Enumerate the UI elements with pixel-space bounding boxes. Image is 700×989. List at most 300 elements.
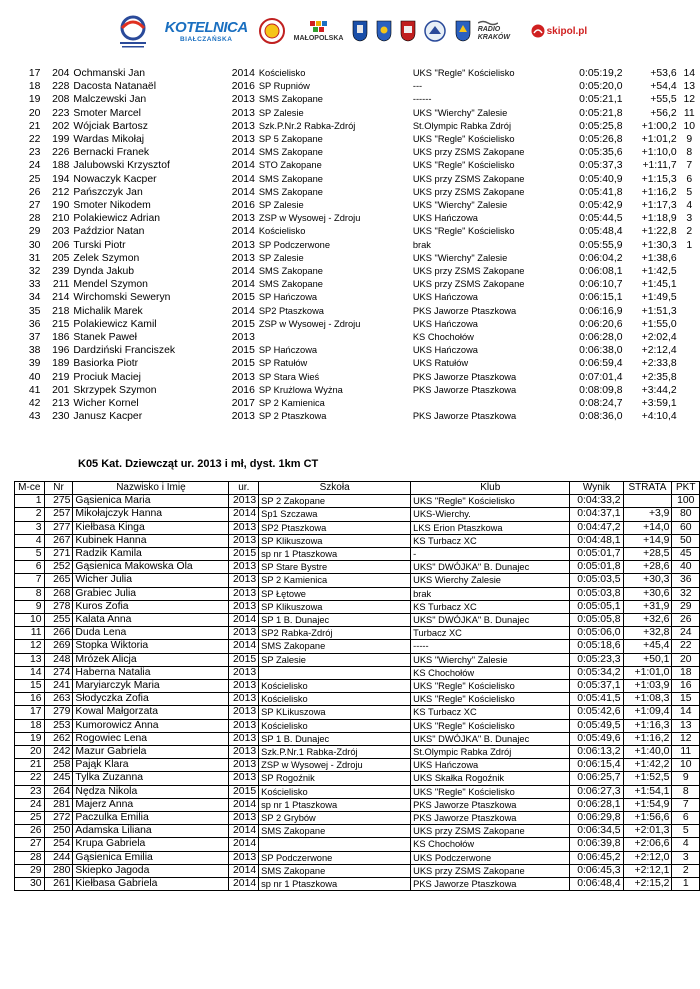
cell-number: 206 — [52, 239, 70, 251]
cell-name: Gąsienica Makowska Ola — [73, 561, 229, 574]
cell-club: KS Chochołów — [412, 332, 474, 343]
cell-points: 7 — [686, 160, 693, 172]
cell-club: UKS Hańczowa — [412, 318, 478, 329]
cell-result: 0:06:48,4 — [570, 878, 623, 891]
cell-loss: +1:16,2 — [623, 732, 672, 745]
cell-loss: +30,3 — [623, 574, 672, 587]
cell-points — [679, 371, 700, 384]
table-row — [15, 548, 700, 561]
table-row — [14, 344, 700, 357]
cell-place: 20 — [15, 746, 45, 759]
cell-school — [259, 838, 411, 851]
header-year: ur. — [229, 482, 259, 495]
cell-name: Stopka Wiktoria — [73, 640, 229, 653]
cell-school: SMS Zakopane — [258, 186, 323, 197]
cell-loss: +1:09,4 — [623, 706, 672, 719]
cell-place: 19 — [15, 732, 45, 745]
cell-year: 2014 — [231, 68, 255, 79]
cell-club: UKS "Regle" Kościelisko — [412, 134, 515, 145]
cell-school: Kościelisko — [259, 680, 411, 693]
table-row — [15, 561, 700, 574]
cell-school: SMS Zakopane — [258, 279, 323, 290]
cell-name: Mrózek Alicja — [73, 653, 229, 666]
cell-school: SP Ratułów — [258, 358, 308, 369]
cell-number: 201 — [52, 384, 70, 396]
cell-year: 2013 — [229, 759, 259, 772]
cell-points: 12 — [683, 94, 696, 106]
table-row — [15, 825, 700, 838]
table-row — [15, 719, 700, 732]
cell-loss: +1:00,2 — [641, 120, 677, 132]
cell-loss: +1:01,0 — [623, 666, 672, 679]
results-table-girls — [14, 481, 700, 891]
cell-points: 1 — [672, 878, 700, 891]
table-row — [15, 746, 700, 759]
cell-place: 5 — [15, 548, 45, 561]
cell-number: 226 — [52, 147, 70, 159]
cell-name: Nowaczyk Kacper — [73, 173, 157, 185]
cell-place: 30 — [28, 239, 41, 251]
table-row — [14, 278, 700, 291]
cell-result: 0:05:21,8 — [579, 107, 623, 119]
cell-loss: +3:59,1 — [641, 398, 677, 410]
cell-school: SP 1 B. Dunajec — [259, 732, 411, 745]
cell-result: 0:06:34,5 — [570, 825, 623, 838]
cell-place: 26 — [28, 186, 41, 198]
cell-school: SMS Zakopane — [258, 173, 323, 184]
cell-year: 2015 — [231, 345, 255, 357]
cell-club: UKS" DWÓJKA" B. Dunajec — [411, 732, 570, 745]
cell-club: KS Turbacz XC — [411, 534, 570, 547]
cell-loss: +2:12,0 — [623, 851, 672, 864]
kotelnica-logo: KOTELNICA BIAŁCZAŃSKA — [164, 19, 248, 43]
cell-club: UKS przy ZSMS Zakopane — [412, 279, 525, 290]
cell-points — [679, 344, 700, 357]
cell-place: 28 — [28, 213, 41, 225]
cell-result: 0:05:05,1 — [570, 600, 623, 613]
cell-school: SP2 Ptaszkowa — [259, 521, 411, 534]
malopolska-logo: MAŁOPOLSKA — [293, 21, 345, 42]
cell-points — [679, 318, 700, 331]
header-loss: STRATA — [623, 482, 672, 495]
cell-name: Skiepko Jagoda — [73, 864, 229, 877]
cell-points — [679, 384, 700, 397]
cell-points — [679, 278, 700, 291]
cell-year: 2013 — [229, 587, 259, 600]
cell-year: 2014 — [229, 825, 259, 838]
cell-number: 204 — [52, 68, 70, 79]
cell-loss — [623, 495, 672, 508]
cell-place: 13 — [15, 653, 45, 666]
cell-points: 4 — [686, 200, 693, 212]
cell-number: 215 — [52, 318, 70, 330]
cell-result: 0:05:20,0 — [579, 81, 623, 93]
cell-number: 242 — [44, 746, 73, 759]
cell-place: 20 — [28, 107, 41, 119]
cell-school: Kościelisko — [259, 719, 411, 732]
cell-club: - — [411, 548, 570, 561]
cell-place: 17 — [15, 706, 45, 719]
cell-loss: +1:40,0 — [623, 746, 672, 759]
cell-number: 213 — [52, 398, 70, 410]
cell-year: 2016 — [231, 200, 255, 212]
cell-club: UKS "Regle" Kościelisko — [412, 226, 515, 237]
cell-number: 228 — [52, 81, 70, 93]
table-row — [15, 798, 700, 811]
cell-result: 0:06:20,6 — [579, 318, 623, 330]
cell-loss: +1:52,5 — [623, 772, 672, 785]
cell-school: SP Krużlowa Wyżna — [258, 384, 343, 395]
cell-school: SP KLikuszowa — [259, 706, 411, 719]
cell-name: Duda Lena — [73, 627, 229, 640]
cell-club: UKS przy ZSMS Zakopane — [412, 186, 525, 197]
cell-year: 2013 — [229, 746, 259, 759]
header-school: Szkoła — [259, 482, 411, 495]
results-table-boys — [14, 67, 700, 423]
table-row — [15, 600, 700, 613]
cell-school: SP 2 Grybów — [259, 812, 411, 825]
cell-name: Radzik Kamila — [73, 548, 229, 561]
cell-place: 37 — [28, 332, 41, 344]
cell-points: 11 — [672, 746, 700, 759]
cell-year: 2014 — [229, 838, 259, 851]
cell-number: 261 — [44, 878, 73, 891]
cell-number: 262 — [44, 732, 73, 745]
cell-year: 2014 — [231, 226, 255, 238]
cell-number: 271 — [44, 548, 73, 561]
cell-year: 2013 — [229, 812, 259, 825]
cell-name: Krupa Gabriela — [73, 838, 229, 851]
cell-school: SP2 Rabka-Zdrój — [259, 627, 411, 640]
cell-club: UKS Hańczowa — [411, 759, 570, 772]
cell-name: Słodyczka Zofia — [73, 693, 229, 706]
cell-club: St.Olympic Rabka Zdrój — [412, 120, 512, 131]
cell-number: 268 — [44, 587, 73, 600]
cell-result: 0:05:41,5 — [570, 693, 623, 706]
cell-loss: +2:02,4 — [641, 332, 677, 344]
cell-loss: +45,4 — [623, 640, 672, 653]
cell-name: Turski Piotr — [73, 239, 126, 251]
cell-result: 0:05:41,8 — [579, 186, 623, 198]
cell-name: Kiełbasa Kinga — [73, 521, 229, 534]
table-row — [14, 371, 700, 384]
cell-points: 5 — [686, 186, 693, 198]
cell-name: Haberna Natalia — [73, 666, 229, 679]
cell-number: 265 — [44, 574, 73, 587]
cell-year: 2013 — [229, 521, 259, 534]
cell-name: Dynda Jakub — [73, 266, 135, 278]
cell-result: 0:06:28,1 — [570, 798, 623, 811]
cell-place: 29 — [15, 864, 45, 877]
table-row — [14, 384, 700, 397]
cell-points: 4 — [672, 838, 700, 851]
cell-result: 0:05:44,5 — [579, 213, 623, 225]
cell-loss: +1:56,6 — [623, 812, 672, 825]
cell-number: 211 — [52, 279, 70, 291]
cell-club: KS Chochołów — [411, 666, 570, 679]
cell-name: Polakiewicz Adrian — [73, 213, 161, 225]
cell-number: 208 — [52, 94, 70, 106]
cell-result: 0:08:09,8 — [579, 384, 623, 396]
cell-place: 43 — [28, 411, 41, 423]
coat-of-arms-4 — [454, 20, 472, 42]
cell-points: 13 — [672, 719, 700, 732]
cell-points: 6 — [686, 173, 693, 185]
cell-club: brak — [411, 587, 570, 600]
cell-result: 0:06:15,1 — [579, 292, 623, 304]
cell-name: Majerz Anna — [73, 798, 229, 811]
cell-club: UKS" DWÓJKA" B. Dunajec — [411, 614, 570, 627]
cell-name: Rogowiec Lena — [73, 732, 229, 745]
cell-name: Adamska Liliana — [73, 825, 229, 838]
cell-place: 21 — [15, 759, 45, 772]
cell-number: 264 — [44, 785, 73, 798]
cell-place: 25 — [15, 812, 45, 825]
cell-year: 2013 — [231, 94, 255, 106]
table-row — [14, 331, 700, 344]
cell-year: 2013 — [229, 495, 259, 508]
table-row — [14, 120, 700, 133]
table-row — [15, 666, 700, 679]
cell-school: SMS Zakopane — [259, 825, 411, 838]
cell-result: 0:05:55,9 — [579, 239, 623, 251]
cell-club: UKS "Regle" Kościelisko — [412, 160, 515, 171]
cell-name: Pająk Klara — [73, 759, 229, 772]
table-header-row — [15, 482, 700, 495]
cell-points: 24 — [672, 627, 700, 640]
cell-place: 12 — [15, 640, 45, 653]
cell-year: 2015 — [229, 548, 259, 561]
cell-school: sp nr 1 Ptaszkowa — [259, 548, 411, 561]
table-row — [15, 851, 700, 864]
cell-number: 202 — [52, 120, 70, 132]
cell-points: 9 — [672, 772, 700, 785]
cell-club: KS Turbacz XC — [411, 706, 570, 719]
cell-points: 36 — [672, 574, 700, 587]
header-club: Klub — [411, 482, 570, 495]
table-row — [15, 864, 700, 877]
cell-year: 2013 — [229, 534, 259, 547]
cell-points — [679, 252, 700, 265]
cell-school: SP Łętowe — [259, 587, 411, 600]
cell-year: 2014 — [229, 614, 259, 627]
cell-result: 0:05:05,8 — [570, 614, 623, 627]
table-row — [15, 627, 700, 640]
cell-number: 189 — [52, 358, 70, 370]
cell-loss: +1:16,2 — [641, 186, 677, 198]
cell-points: 10 — [683, 120, 696, 132]
table-row — [14, 265, 700, 278]
cell-year: 2013 — [231, 107, 255, 119]
cell-number: 279 — [44, 706, 73, 719]
cell-school: SP Podczerwone — [259, 851, 411, 864]
cell-name: Paczulka Emilia — [73, 812, 229, 825]
cell-place: 10 — [15, 614, 45, 627]
cell-place: 9 — [15, 600, 45, 613]
cell-points: 5 — [672, 825, 700, 838]
cell-loss: +53,6 — [650, 68, 677, 79]
cell-name: Dacosta Natanaël — [73, 81, 157, 93]
table-row — [15, 653, 700, 666]
cell-number: 275 — [44, 495, 73, 508]
cell-club: PKS Jaworze Ptaszkowa — [411, 812, 570, 825]
cell-result: 0:04:37,1 — [570, 508, 623, 521]
cell-place: 42 — [28, 398, 41, 410]
cell-number: 188 — [52, 160, 70, 172]
cell-name: Gąsienica Maria — [73, 495, 229, 508]
cell-name: Bernacki Franek — [73, 147, 150, 159]
cell-loss: +32,6 — [623, 614, 672, 627]
cell-loss: +4:10,4 — [641, 411, 677, 423]
cell-number: 241 — [44, 680, 73, 693]
cell-loss: +32,8 — [623, 627, 672, 640]
cell-name: Wicher Julia — [73, 574, 229, 587]
cell-club: UKS "Regle" Kościelisko — [411, 719, 570, 732]
cell-points: 13 — [683, 81, 696, 93]
cell-place: 22 — [28, 134, 41, 146]
cell-club: PKS Jaworze Ptaszkowa — [412, 371, 517, 382]
cell-place: 4 — [15, 534, 45, 547]
cell-school: SP 2 Ptaszkowa — [258, 411, 327, 422]
cell-school: SP Stare Bystre — [259, 561, 411, 574]
cell-number: 199 — [52, 134, 70, 146]
cell-result: 0:06:08,1 — [579, 266, 623, 278]
cell-name: Mazur Gabriela — [73, 746, 229, 759]
cell-number: 203 — [52, 226, 70, 238]
cell-school — [259, 666, 411, 679]
cell-school — [257, 331, 411, 344]
table-row — [15, 614, 700, 627]
sponsor-logo-bar — [112, 10, 590, 52]
header-place: M-ce — [15, 482, 45, 495]
cell-number: 245 — [44, 772, 73, 785]
cell-school: SMS Zakopane — [258, 266, 323, 277]
round-emblem-logo — [423, 20, 447, 42]
cell-year: 2013 — [231, 213, 255, 225]
cell-name: Wirchomski Seweryn — [73, 292, 171, 304]
cell-club: UKS "Regle" Kościelisko — [411, 693, 570, 706]
cell-year: 2014 — [231, 147, 255, 159]
cell-loss: +1:42,2 — [623, 759, 672, 772]
cell-result: 0:04:48,1 — [570, 534, 623, 547]
cell-result: 0:06:59,4 — [579, 358, 623, 370]
skipol-logo: skipol.pl — [528, 24, 590, 38]
cell-place: 15 — [15, 680, 45, 693]
cell-loss: +1:55,0 — [641, 318, 677, 330]
cell-name: Wójciak Bartosz — [73, 120, 148, 132]
cell-place: 26 — [15, 825, 45, 838]
cell-school: Szk.P.Nr.1 Rabka-Zdrój — [259, 746, 411, 759]
cell-club: UKS przy ZSMS Zakopane — [412, 147, 525, 158]
cell-points: 1 — [686, 239, 693, 251]
cell-club: ------ — [412, 94, 432, 105]
header-name: Nazwisko i Imię — [73, 482, 229, 495]
table-row — [15, 508, 700, 521]
cell-points — [679, 265, 700, 278]
cell-year: 2015 — [231, 358, 255, 370]
table-row — [15, 772, 700, 785]
cell-place: 24 — [15, 798, 45, 811]
table-row — [14, 212, 700, 225]
cell-club: UKS-Wierchy. — [411, 508, 570, 521]
cell-year: 2014 — [231, 186, 255, 198]
cell-result: 0:05:06,0 — [570, 627, 623, 640]
cell-points: 29 — [672, 600, 700, 613]
cell-points: 80 — [672, 508, 700, 521]
cell-result: 0:05:23,3 — [570, 653, 623, 666]
cell-school: ZSP w Wysowej - Zdroju — [259, 759, 411, 772]
cell-club: UKS Skałka Rogoźnik — [411, 772, 570, 785]
cell-points — [679, 357, 700, 370]
cell-name: Kowal Małgorzata — [73, 706, 229, 719]
table-row — [14, 357, 700, 370]
cell-club: UKS "Regle" Kościelisko — [411, 680, 570, 693]
cell-loss: +28,6 — [623, 561, 672, 574]
cell-place: 24 — [28, 160, 41, 172]
cell-points: 8 — [686, 147, 693, 159]
cell-year: 2013 — [229, 574, 259, 587]
cell-points: 100 — [672, 495, 700, 508]
cell-result: 0:04:33,2 — [570, 495, 623, 508]
cell-school: Szk.P.Nr.2 Rabka-Zdrój — [258, 120, 356, 131]
table-row — [15, 693, 700, 706]
cell-place: 31 — [28, 252, 41, 264]
cell-number: 252 — [44, 561, 73, 574]
cell-school: Sp1 Szczawa — [259, 508, 411, 521]
cell-place: 18 — [28, 81, 41, 93]
cell-club: UKS Hańczowa — [412, 345, 478, 356]
cell-result: 0:04:47,2 — [570, 521, 623, 534]
table-row — [15, 759, 700, 772]
cell-name: Kiełbasa Gabriela — [73, 878, 229, 891]
cell-school: SP Rupniów — [258, 81, 310, 92]
cell-number: 196 — [52, 345, 70, 357]
cell-points: 12 — [672, 732, 700, 745]
cell-school: SP Rogoźnik — [259, 772, 411, 785]
table-row — [14, 410, 700, 423]
cell-year: 2013 — [231, 239, 255, 251]
cell-loss: +1:51,3 — [641, 305, 677, 317]
cell-school: Kościelisko — [259, 785, 411, 798]
cell-name: Wicher Kornel — [73, 398, 139, 410]
cell-school: SP Zalesie — [259, 653, 411, 666]
cell-points: 16 — [672, 680, 700, 693]
cell-school: SMS Zakopane — [258, 94, 323, 105]
cell-name: Mendel Szymon — [73, 279, 148, 291]
cell-loss: +2:15,2 — [623, 878, 672, 891]
cell-result: 0:06:29,8 — [570, 812, 623, 825]
cell-number: 218 — [52, 305, 70, 317]
federation-logo — [258, 18, 286, 44]
cell-number: 194 — [52, 173, 70, 185]
cell-number: 272 — [44, 812, 73, 825]
cell-year: 2014 — [231, 279, 255, 291]
cell-points: 7 — [672, 798, 700, 811]
table-row — [15, 706, 700, 719]
cell-year: 2014 — [229, 798, 259, 811]
cell-name: Kumorowicz Anna — [73, 719, 229, 732]
cell-number: 278 — [44, 600, 73, 613]
cell-loss: +1:03,9 — [623, 680, 672, 693]
cell-year: 2014 — [231, 173, 255, 185]
cell-result: 0:05:34,2 — [570, 666, 623, 679]
section-title: K05 Kat. Dziewcząt ur. 2013 i mł, dyst. 1km CT — [78, 458, 319, 470]
cell-result: 0:06:38,0 — [579, 345, 623, 357]
cell-school: sp nr 1 Ptaszkowa — [259, 798, 411, 811]
cell-loss: +1:22,8 — [641, 226, 677, 238]
cell-loss: +1:18,9 — [641, 213, 677, 225]
cell-loss: +1:15,3 — [641, 173, 677, 185]
